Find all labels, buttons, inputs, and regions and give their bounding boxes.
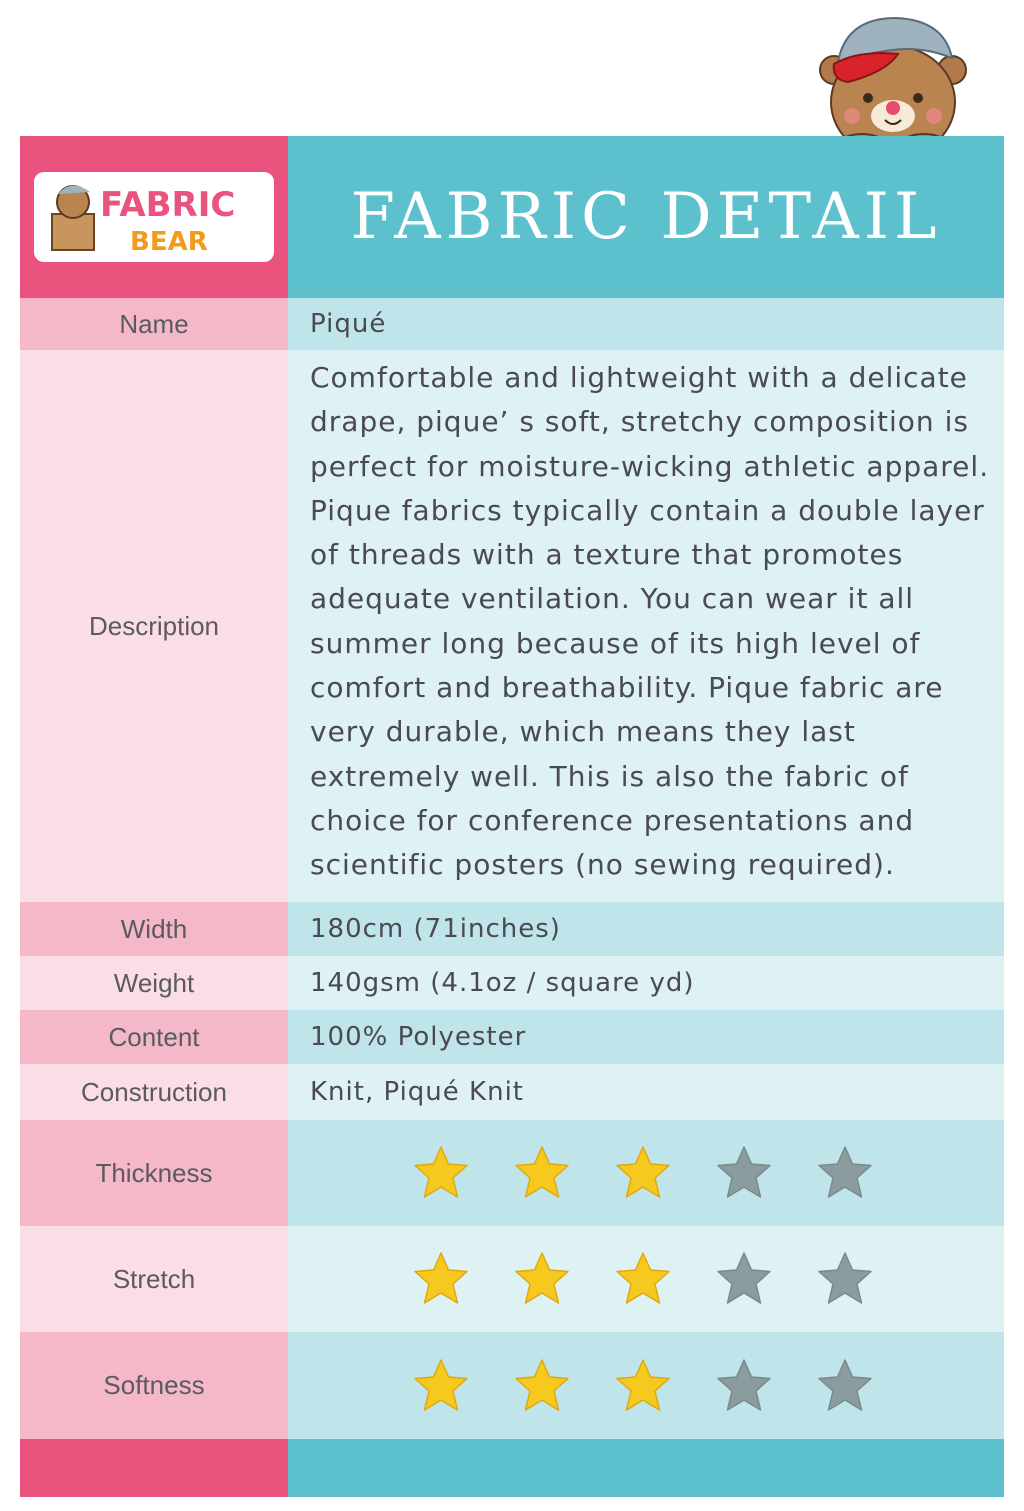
rating-stars <box>288 1120 1004 1226</box>
star-empty-icon <box>816 1357 874 1415</box>
logo-cell <box>20 136 288 298</box>
spec-row-name <box>20 298 1004 350</box>
star-filled-icon <box>412 1250 470 1308</box>
spec-value: 180cm (71inches) <box>288 902 1004 956</box>
spec-label: Width <box>20 902 288 956</box>
spec-row-weight <box>20 956 1004 1010</box>
rating-row-thickness <box>20 1120 1004 1226</box>
star-filled-icon <box>513 1250 571 1308</box>
rating-label: Stretch <box>20 1226 288 1332</box>
title-cell <box>288 136 1004 298</box>
spec-label: Weight <box>20 956 288 1010</box>
footer-left <box>20 1439 288 1497</box>
footer-right <box>288 1439 1004 1497</box>
star-filled-icon <box>614 1144 672 1202</box>
star-filled-icon <box>614 1357 672 1415</box>
description-text: Comfortable and lightweight with a delicate drape, pique’ s soft, stretchy composition is perfect for moisture-wicking athletic apparel. Pique fabrics typically contain a double layer of threads with a texture that promotes adequate ventilation. You can wear it all summer long because of its high level of comfort and breathability. Pique fabric are very durable, which means they last extremely well. This is also the fabric of choice for conference presentations and scientific posters (no sewing required). <box>310 361 990 882</box>
rating-label: Thickness <box>20 1120 288 1226</box>
spec-value-cell <box>288 350 1004 902</box>
page-title: FABRIC DETAIL <box>350 180 942 254</box>
spec-value: 100% Polyester <box>288 1010 1004 1064</box>
star-filled-icon <box>513 1144 571 1202</box>
spec-label: Name <box>20 298 288 350</box>
star-filled-icon <box>614 1250 672 1308</box>
rating-stars <box>288 1226 1004 1332</box>
star-empty-icon <box>715 1144 773 1202</box>
star-empty-icon <box>715 1250 773 1308</box>
spec-value: 140gsm (4.1oz / square yd) <box>288 956 1004 1010</box>
spec-row-content <box>20 1010 1004 1064</box>
spec-value: Piqué <box>288 298 1004 350</box>
star-filled-icon <box>513 1357 571 1415</box>
spec-label: Content <box>20 1010 288 1064</box>
star-empty-icon <box>816 1250 874 1308</box>
rating-label: Softness <box>20 1332 288 1439</box>
spec-label: Description <box>20 350 288 902</box>
spec-label: Construction <box>20 1064 288 1120</box>
table-header <box>20 136 1004 298</box>
fabric-bear-logo <box>34 172 274 262</box>
rating-row-stretch <box>20 1226 1004 1332</box>
rating-stars <box>288 1332 1004 1439</box>
spec-value: Knit, Piqué Knit <box>288 1064 1004 1120</box>
star-empty-icon <box>816 1144 874 1202</box>
rating-row-softness <box>20 1332 1004 1439</box>
spec-row-construction <box>20 1064 1004 1120</box>
star-empty-icon <box>715 1357 773 1415</box>
fabric-detail-table <box>20 136 1004 1497</box>
star-filled-icon <box>412 1357 470 1415</box>
logo-line2: BEAR <box>130 227 208 257</box>
spec-row-width <box>20 902 1004 956</box>
logo-line1: FABRIC <box>100 185 236 225</box>
table-footer <box>20 1439 1004 1497</box>
star-filled-icon <box>412 1144 470 1202</box>
spec-row-description <box>20 350 1004 902</box>
